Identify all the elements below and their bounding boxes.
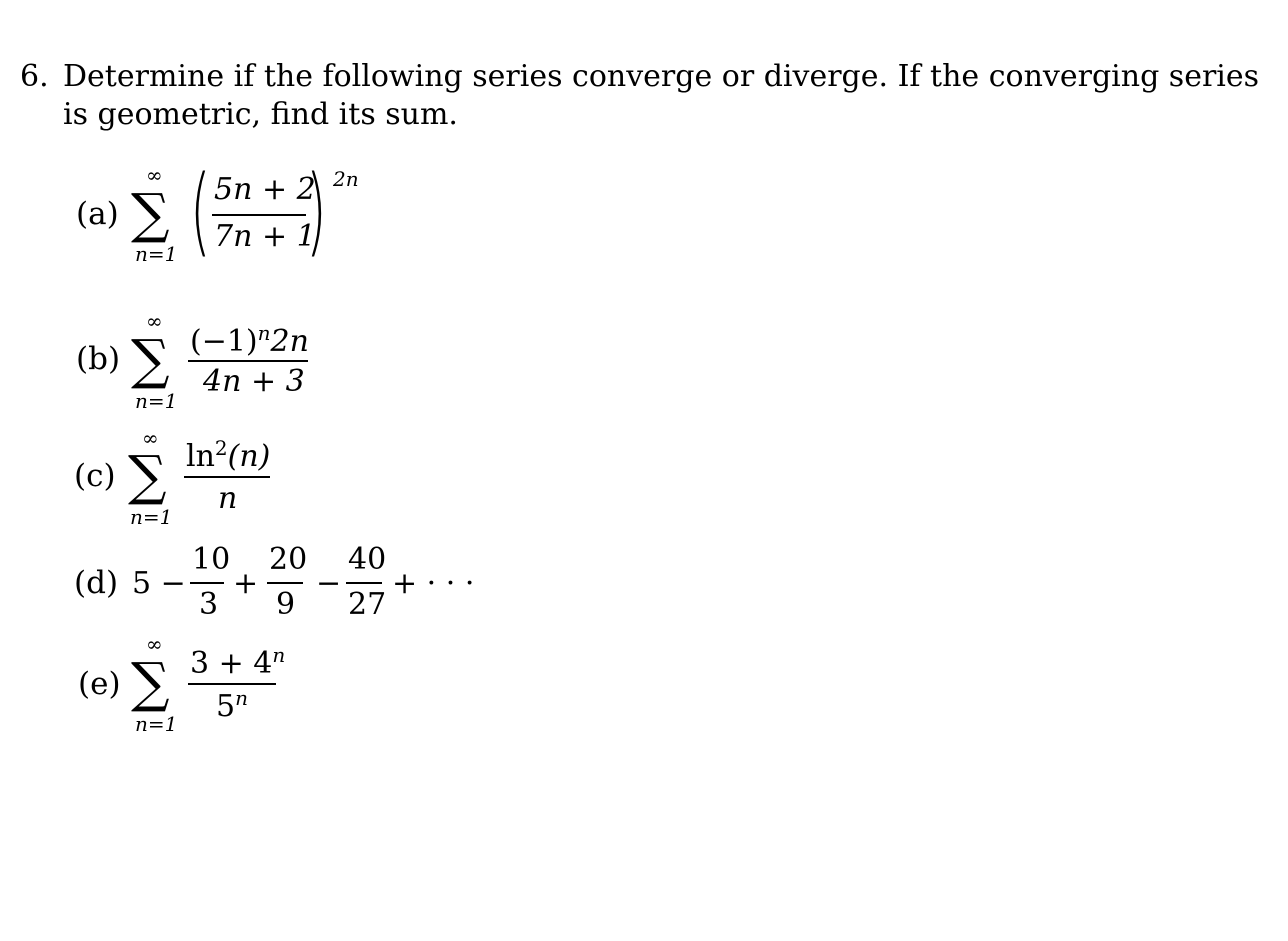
part-d-fraction-2-bar xyxy=(267,582,303,584)
part-e-numerator xyxy=(190,643,285,681)
part-c-label: (c) xyxy=(74,458,116,494)
part-d-fraction-1-bar xyxy=(190,582,224,584)
part-d-tail: + · · · xyxy=(392,566,475,601)
part-d-lead-term: 5 − xyxy=(132,566,186,601)
part-d-fraction-3-denominator: 27 xyxy=(348,587,387,622)
part-d-label: (d) xyxy=(74,565,119,601)
part-b-lower-limit: n=1 xyxy=(135,389,178,413)
part-c-numerator-rest: (n) xyxy=(227,439,271,474)
part-b-upper-limit: ∞ xyxy=(146,309,163,333)
part-e-denominator-exp: n xyxy=(235,686,248,710)
part-d-fraction-1-denominator: 3 xyxy=(199,587,219,622)
part-a-left-paren: ( xyxy=(190,155,211,267)
part-a-right-paren: ) xyxy=(306,155,327,267)
part-a-fraction-bar xyxy=(212,214,306,216)
problem-statement xyxy=(63,58,1259,134)
part-e-numerator-exp: n xyxy=(272,643,286,667)
part-b-numerator xyxy=(190,321,309,359)
part-e-lower-limit: n=1 xyxy=(135,712,178,736)
part-c-sigma-icon: ∑ xyxy=(128,444,167,507)
part-b-fraction-bar xyxy=(188,360,308,362)
part-a-label: (a) xyxy=(76,196,119,232)
part-c-upper-limit: ∞ xyxy=(142,426,159,450)
part-a-numerator: 5n + 2 xyxy=(214,172,316,207)
part-e-upper-limit: ∞ xyxy=(146,632,163,656)
part-e-numerator-base: 3 + 4 xyxy=(190,646,273,681)
part-a-lower-limit: n=1 xyxy=(135,242,178,266)
part-c-denominator: n xyxy=(218,481,238,516)
part-e-sigma-icon: ∑ xyxy=(131,651,170,714)
part-c-fraction-bar xyxy=(184,476,270,478)
problem-line-1: Determine if the following series converge or diverge. If the converging series xyxy=(63,59,1260,94)
part-d-operator-1: + xyxy=(233,566,259,601)
part-b-numerator-exp: n xyxy=(257,321,271,345)
part-c-numerator xyxy=(186,436,270,474)
part-b-numerator-rest: 2n xyxy=(270,324,309,359)
part-d-fraction-3-numerator: 40 xyxy=(348,542,387,577)
part-d-fraction-3-bar xyxy=(346,582,382,584)
part-e-label: (e) xyxy=(78,666,121,702)
part-c-lower-limit: n=1 xyxy=(130,505,173,529)
part-e-denominator xyxy=(216,686,248,724)
part-b-sigma-icon: ∑ xyxy=(131,328,170,391)
part-a-sigma-icon: ∑ xyxy=(131,182,170,245)
part-b-denominator: 4n + 3 xyxy=(203,364,305,399)
part-a-exponent: 2n xyxy=(333,167,359,191)
part-b-label: (b) xyxy=(76,341,121,377)
problem-line-2: is geometric, find its sum. xyxy=(63,97,458,132)
part-d-operator-2: − xyxy=(316,566,342,601)
problem-number: 6. xyxy=(20,59,49,94)
part-d-fraction-2-denominator: 9 xyxy=(276,587,296,622)
part-d-fraction-1-numerator: 10 xyxy=(192,542,231,577)
part-c-numerator-ln: ln xyxy=(186,439,215,474)
part-a-denominator: 7n + 1 xyxy=(214,219,316,254)
part-c-numerator-exp: 2 xyxy=(214,436,228,460)
part-d-fraction-2-numerator: 20 xyxy=(269,542,308,577)
part-a-upper-limit: ∞ xyxy=(146,163,163,187)
part-e-denominator-base: 5 xyxy=(216,689,236,724)
part-e-fraction-bar xyxy=(188,683,276,685)
part-b-numerator-base: (−1) xyxy=(190,324,258,359)
